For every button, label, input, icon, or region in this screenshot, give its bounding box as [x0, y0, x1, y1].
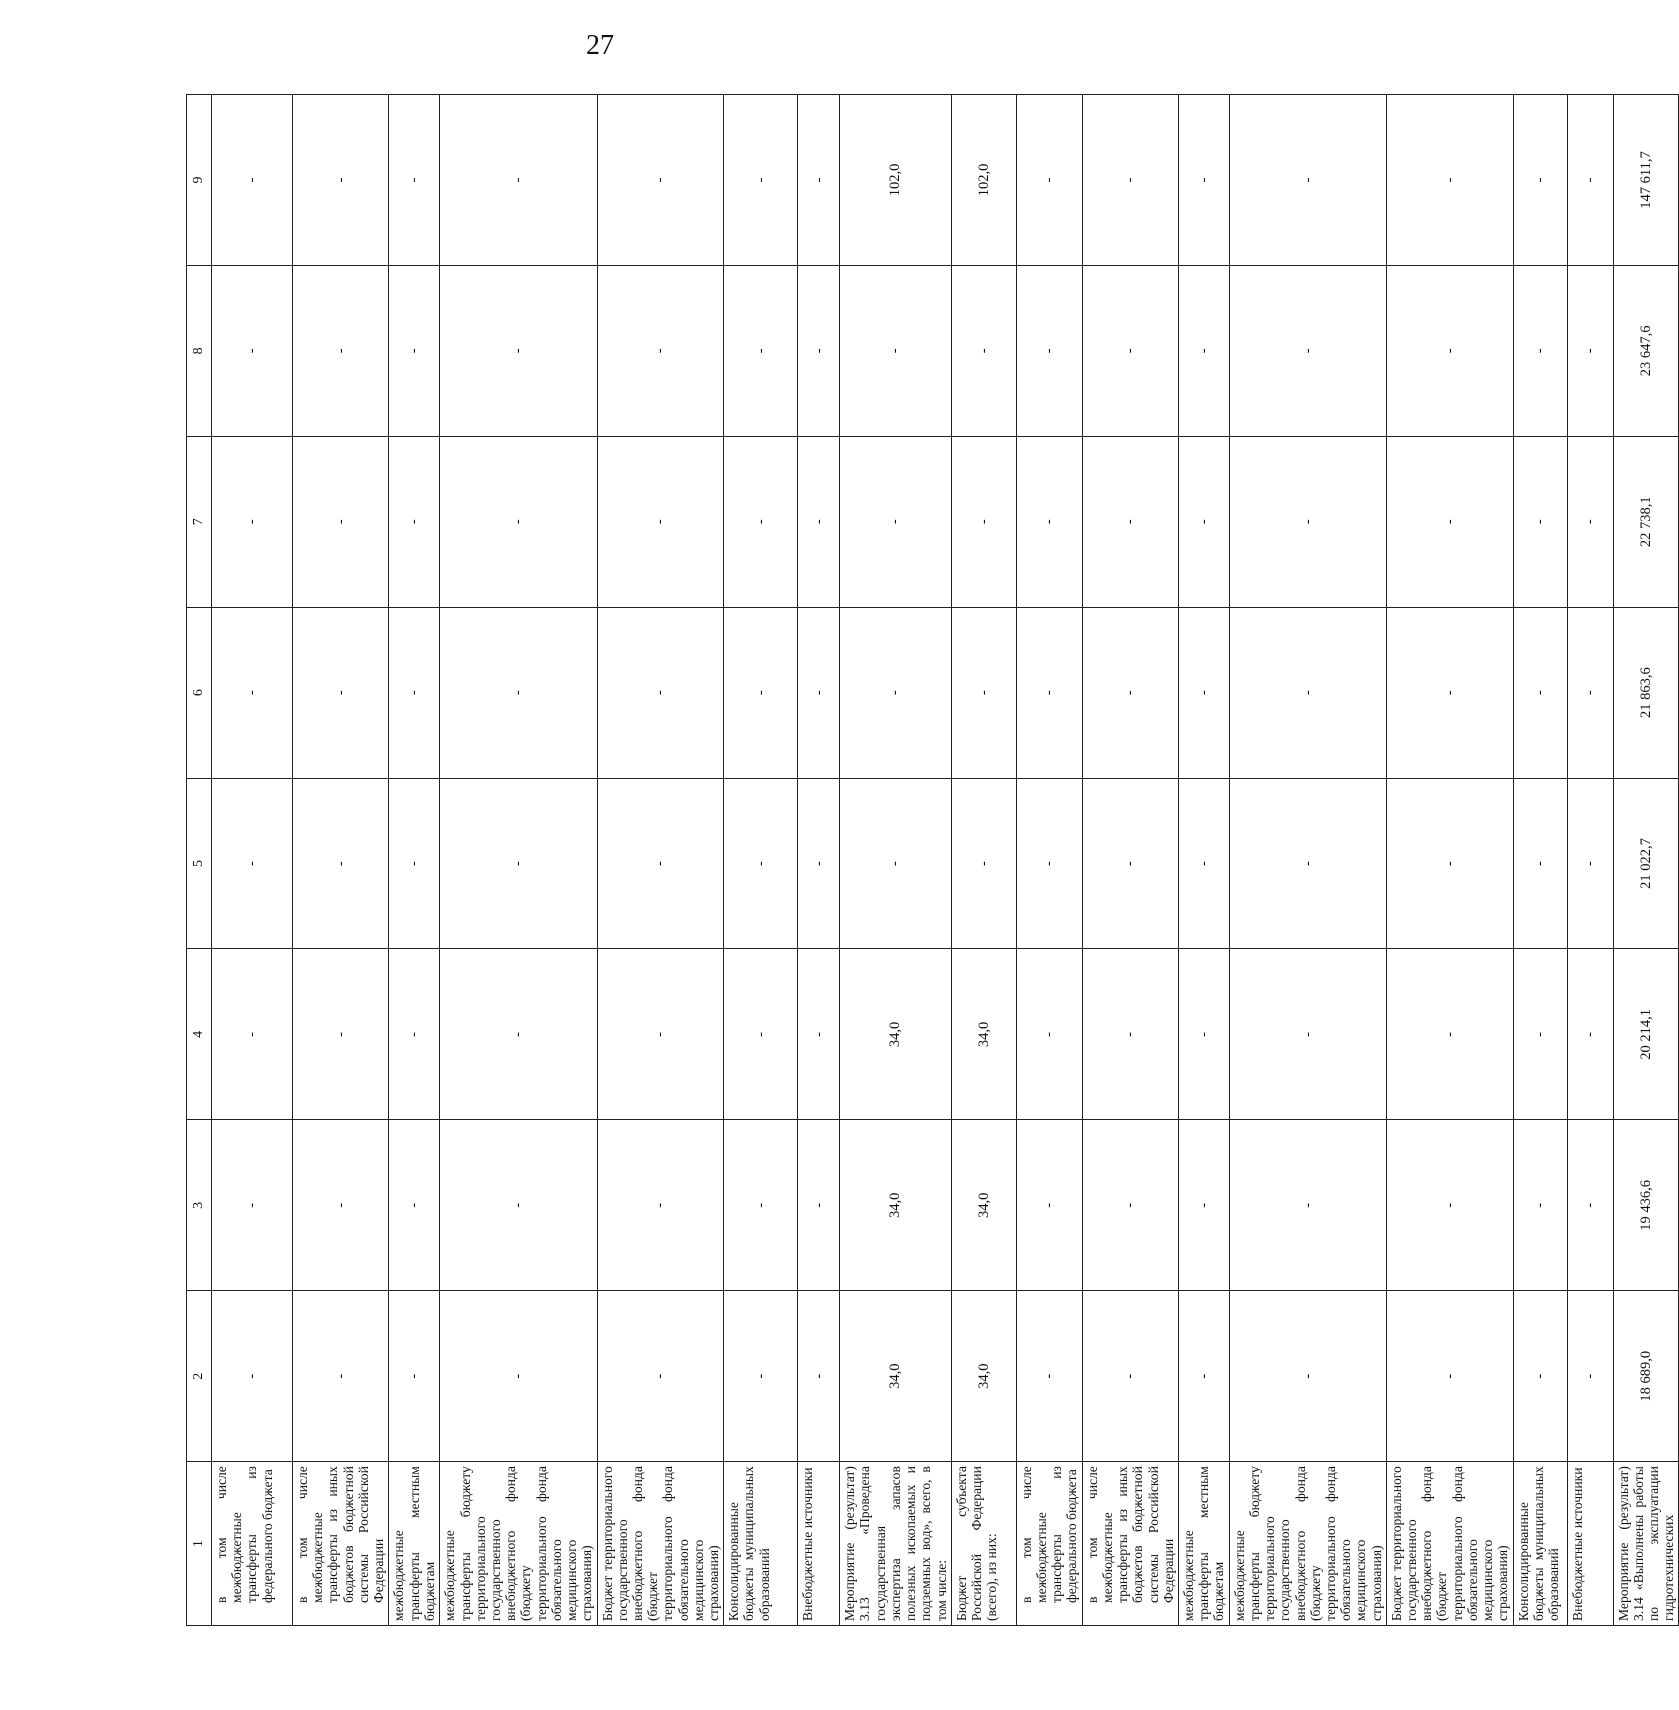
cell-value-col-8: -	[951, 265, 1016, 436]
table-row	[1513, 95, 1567, 1626]
cell-value-col-7: -	[389, 436, 440, 607]
cell-value-col-5: -	[1229, 778, 1386, 949]
cell-value-col-3: -	[1386, 1120, 1513, 1291]
table-row	[597, 95, 724, 1626]
table-row	[440, 95, 597, 1626]
cell-value-col-5: -	[440, 778, 597, 949]
cell-value-col-3: -	[293, 1120, 389, 1291]
cell-value-col-2: -	[1567, 1291, 1613, 1462]
cell-value-col-7: -	[798, 436, 840, 607]
cell-value-col-8: -	[1229, 265, 1386, 436]
column-header-8: 8	[187, 265, 212, 436]
cell-value-col-9: 102,0	[951, 95, 1016, 266]
page-number: 27	[586, 30, 614, 61]
cell-value-col-9: 147 611,7	[1613, 95, 1679, 266]
row-label: Мероприятие (результат) 3.14 «Выполнены работы по эксплуатации гидротехнических	[1613, 1462, 1679, 1626]
table-row	[1082, 95, 1178, 1626]
row-label: межбюджетные трансферты местным бюджетам	[1178, 1462, 1229, 1626]
cell-value-col-5: -	[724, 778, 798, 949]
table-body	[212, 95, 1679, 1626]
row-label: Консолидированные бюджеты муниципальных образований	[724, 1462, 798, 1626]
rotated-table-wrapper	[186, 94, 1677, 1626]
cell-value-col-2: 34,0	[840, 1291, 952, 1462]
table-row	[1229, 95, 1386, 1626]
cell-value-col-4: 34,0	[951, 949, 1016, 1120]
cell-value-col-8: -	[597, 265, 724, 436]
cell-value-col-7: -	[597, 436, 724, 607]
column-header-5: 5	[187, 778, 212, 949]
cell-value-col-7: -	[1567, 436, 1613, 607]
cell-value-col-5: -	[1386, 778, 1513, 949]
cell-value-col-4: -	[1229, 949, 1386, 1120]
row-label: в том числе межбюджетные трансферты из иных бюджетов бюджетной системы Российской Федерации	[293, 1462, 389, 1626]
cell-value-col-2: -	[1229, 1291, 1386, 1462]
cell-value-col-6: -	[798, 607, 840, 778]
cell-value-col-5: -	[1178, 778, 1229, 949]
table-row	[1386, 95, 1513, 1626]
row-label: межбюджетные трансферты бюджету территориального государственного внебюджетного фонда (бюджету территориального фонда обязательного медицинского страхования)	[440, 1462, 597, 1626]
cell-value-col-4: -	[1016, 949, 1082, 1120]
row-label: Внебюджетные источники	[1567, 1462, 1613, 1626]
row-label: Бюджет территориального государственного внебюджетного фонда (бюджет территориального фонда обязательного медицинского страхования)	[597, 1462, 724, 1626]
table-header-row	[187, 95, 212, 1626]
cell-value-col-2: -	[293, 1291, 389, 1462]
cell-value-col-7: -	[1386, 436, 1513, 607]
cell-value-col-7: 22 738,1	[1613, 436, 1679, 607]
cell-value-col-4: -	[212, 949, 293, 1120]
cell-value-col-6: -	[440, 607, 597, 778]
cell-value-col-4: -	[293, 949, 389, 1120]
cell-value-col-8: -	[1016, 265, 1082, 436]
cell-value-col-7: -	[293, 436, 389, 607]
cell-value-col-4: -	[724, 949, 798, 1120]
cell-value-col-4: -	[440, 949, 597, 1120]
table-row	[212, 95, 293, 1626]
row-label: Бюджет субъекта Российской Федерации (всего), из них:	[951, 1462, 1016, 1626]
cell-value-col-3: -	[1513, 1120, 1567, 1291]
cell-value-col-3: -	[389, 1120, 440, 1291]
column-header-4: 4	[187, 949, 212, 1120]
cell-value-col-8: -	[389, 265, 440, 436]
cell-value-col-9: -	[724, 95, 798, 266]
table-row	[1178, 95, 1229, 1626]
cell-value-col-8: -	[1513, 265, 1567, 436]
cell-value-col-5: -	[212, 778, 293, 949]
cell-value-col-2: -	[440, 1291, 597, 1462]
column-header-3: 3	[187, 1120, 212, 1291]
cell-value-col-9: -	[1178, 95, 1229, 266]
column-header-1: 1	[187, 1462, 212, 1626]
cell-value-col-5: -	[1567, 778, 1613, 949]
cell-value-col-7: -	[951, 436, 1016, 607]
table-row	[1567, 95, 1613, 1626]
cell-value-col-4: -	[1567, 949, 1613, 1120]
cell-value-col-6: -	[1386, 607, 1513, 778]
cell-value-col-2: -	[389, 1291, 440, 1462]
cell-value-col-2: 18 689,0	[1613, 1291, 1679, 1462]
row-label: Консолидированные бюджеты муниципальных образований	[1513, 1462, 1567, 1626]
cell-value-col-6: -	[1513, 607, 1567, 778]
cell-value-col-2: 34,0	[951, 1291, 1016, 1462]
cell-value-col-2: -	[1016, 1291, 1082, 1462]
cell-value-col-4: -	[1513, 949, 1567, 1120]
column-header-9: 9	[187, 95, 212, 266]
cell-value-col-6: -	[1016, 607, 1082, 778]
table-row	[951, 95, 1016, 1626]
cell-value-col-4: 34,0	[840, 949, 952, 1120]
cell-value-col-3: -	[1567, 1120, 1613, 1291]
cell-value-col-3: -	[212, 1120, 293, 1291]
cell-value-col-5: -	[798, 778, 840, 949]
cell-value-col-8: -	[1178, 265, 1229, 436]
cell-value-col-9: -	[798, 95, 840, 266]
cell-value-col-9: -	[293, 95, 389, 266]
table-row	[1613, 95, 1679, 1626]
table-row	[798, 95, 840, 1626]
cell-value-col-3: -	[1229, 1120, 1386, 1291]
cell-value-col-4: -	[1082, 949, 1178, 1120]
cell-value-col-7: -	[1016, 436, 1082, 607]
cell-value-col-6: -	[1178, 607, 1229, 778]
cell-value-col-8: -	[293, 265, 389, 436]
cell-value-col-7: -	[440, 436, 597, 607]
cell-value-col-3: -	[1082, 1120, 1178, 1291]
cell-value-col-7: -	[1082, 436, 1178, 607]
cell-value-col-6: -	[1082, 607, 1178, 778]
cell-value-col-6: -	[951, 607, 1016, 778]
cell-value-col-5: -	[597, 778, 724, 949]
row-label: Внебюджетные источники	[798, 1462, 840, 1626]
cell-value-col-8: -	[724, 265, 798, 436]
cell-value-col-4: -	[389, 949, 440, 1120]
cell-value-col-9: -	[1016, 95, 1082, 266]
cell-value-col-5: -	[1513, 778, 1567, 949]
cell-value-col-6: -	[1567, 607, 1613, 778]
cell-value-col-7: -	[212, 436, 293, 607]
cell-value-col-8: -	[840, 265, 952, 436]
cell-value-col-9: -	[212, 95, 293, 266]
cell-value-col-5: -	[389, 778, 440, 949]
cell-value-col-7: -	[1229, 436, 1386, 607]
cell-value-col-4: -	[597, 949, 724, 1120]
cell-value-col-4: -	[798, 949, 840, 1120]
cell-value-col-2: -	[1082, 1291, 1178, 1462]
cell-value-col-5: -	[293, 778, 389, 949]
cell-value-col-3: -	[1016, 1120, 1082, 1291]
row-label: в том числе межбюджетные трансферты из федерального бюджета	[212, 1462, 293, 1626]
row-label: в том числе межбюджетные трансферты из иных бюджетов бюджетной системы Российской Федерации	[1082, 1462, 1178, 1626]
cell-value-col-2: -	[212, 1291, 293, 1462]
cell-value-col-7: -	[1513, 436, 1567, 607]
cell-value-col-2: -	[724, 1291, 798, 1462]
cell-value-col-4: 20 214,1	[1613, 949, 1679, 1120]
cell-value-col-3: -	[1178, 1120, 1229, 1291]
cell-value-col-9: -	[389, 95, 440, 266]
table-row	[293, 95, 389, 1626]
cell-value-col-3: -	[597, 1120, 724, 1291]
cell-value-col-8: -	[1567, 265, 1613, 436]
cell-value-col-2: -	[798, 1291, 840, 1462]
cell-value-col-7: -	[840, 436, 952, 607]
cell-value-col-9: -	[1082, 95, 1178, 266]
cell-value-col-5: 21 022,7	[1613, 778, 1679, 949]
cell-value-col-9: -	[1513, 95, 1567, 266]
cell-value-col-9: -	[1567, 95, 1613, 266]
cell-value-col-6: -	[597, 607, 724, 778]
budget-table	[186, 94, 1679, 1626]
row-label: межбюджетные трансферты бюджету территориального государственного внебюджетного фонда (бюджету территориального фонда обязательного медицинского страхования)	[1229, 1462, 1386, 1626]
cell-value-col-8: -	[1386, 265, 1513, 436]
column-header-6: 6	[187, 607, 212, 778]
cell-value-col-2: -	[1513, 1291, 1567, 1462]
column-header-7: 7	[187, 436, 212, 607]
cell-value-col-3: 19 436,6	[1613, 1120, 1679, 1291]
cell-value-col-2: -	[597, 1291, 724, 1462]
cell-value-col-6: -	[212, 607, 293, 778]
row-label: Бюджет территориального государственного внебюджетного фонда (бюджет территориального фонда обязательного медицинского страхования)	[1386, 1462, 1513, 1626]
cell-value-col-3: -	[724, 1120, 798, 1291]
table-row	[389, 95, 440, 1626]
cell-value-col-2: -	[1386, 1291, 1513, 1462]
cell-value-col-6: 21 863,6	[1613, 607, 1679, 778]
cell-value-col-9: -	[1229, 95, 1386, 266]
cell-value-col-8: 23 647,6	[1613, 265, 1679, 436]
cell-value-col-3: -	[798, 1120, 840, 1291]
cell-value-col-6: -	[293, 607, 389, 778]
cell-value-col-3: 34,0	[840, 1120, 952, 1291]
cell-value-col-6: -	[840, 607, 952, 778]
cell-value-col-4: -	[1386, 949, 1513, 1120]
cell-value-col-7: -	[1178, 436, 1229, 607]
cell-value-col-9: -	[1386, 95, 1513, 266]
row-label: в том числе межбюджетные трансферты из федерального бюджета	[1016, 1462, 1082, 1626]
cell-value-col-5: -	[1082, 778, 1178, 949]
table-row	[724, 95, 798, 1626]
cell-value-col-3: 34,0	[951, 1120, 1016, 1291]
column-header-2: 2	[187, 1291, 212, 1462]
cell-value-col-7: -	[724, 436, 798, 607]
cell-value-col-9: -	[597, 95, 724, 266]
cell-value-col-6: -	[1229, 607, 1386, 778]
cell-value-col-9: -	[440, 95, 597, 266]
cell-value-col-3: -	[440, 1120, 597, 1291]
cell-value-col-8: -	[798, 265, 840, 436]
table-row	[840, 95, 952, 1626]
table-row	[1016, 95, 1082, 1626]
row-label: Мероприятие (результат) 3.13 «Проведена государственная экспертиза запасов полезных ископаемых и подземных вод», всего, в том числе:	[840, 1462, 952, 1626]
cell-value-col-6: -	[389, 607, 440, 778]
cell-value-col-8: -	[440, 265, 597, 436]
cell-value-col-5: -	[951, 778, 1016, 949]
cell-value-col-8: -	[1082, 265, 1178, 436]
cell-value-col-6: -	[724, 607, 798, 778]
cell-value-col-5: -	[840, 778, 952, 949]
cell-value-col-4: -	[1178, 949, 1229, 1120]
cell-value-col-2: -	[1178, 1291, 1229, 1462]
row-label: межбюджетные трансферты местным бюджетам	[389, 1462, 440, 1626]
cell-value-col-9: 102,0	[840, 95, 952, 266]
cell-value-col-8: -	[212, 265, 293, 436]
cell-value-col-5: -	[1016, 778, 1082, 949]
